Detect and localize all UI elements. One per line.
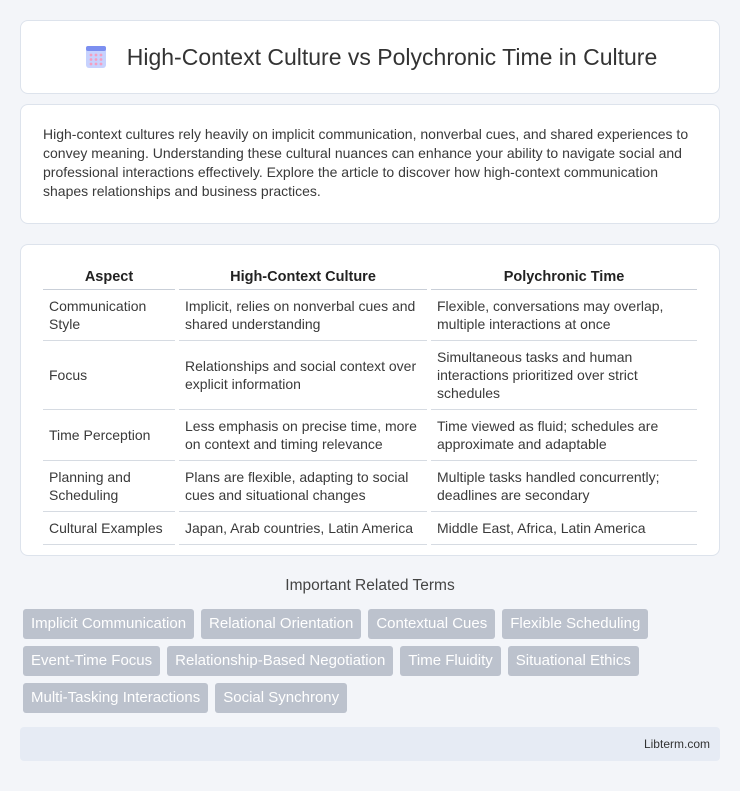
column-header-high-context: High-Context Culture <box>179 263 427 290</box>
table-cell: Simultaneous tasks and human interactions prioritized over strict schedules <box>431 341 697 410</box>
table-cell: Multiple tasks handled concurrently; deadlines are secondary <box>431 461 697 512</box>
title-wrap <box>83 44 657 71</box>
table-cell: Time viewed as fluid; schedules are approximate and adaptable <box>431 410 697 461</box>
table-cell: Implicit, relies on nonverbal cues and shared understanding <box>179 290 427 341</box>
related-term-tag[interactable]: Time Fluidity <box>400 646 500 676</box>
related-term-tag[interactable]: Relational Orientation <box>201 609 361 639</box>
related-term-tag[interactable]: Contextual Cues <box>368 609 495 639</box>
table-cell: Communication Style <box>43 290 175 341</box>
table-row <box>43 512 697 545</box>
intro-paragraph: High-context cultures rely heavily on implicit communication, nonverbal cues, and shared experiences to convey meaning. Understanding these cultural nuances can enhance your ability to navigate social and professional interactions effectively. Explore the article to discover how high-context communication shapes relationships and business practices. <box>43 126 689 199</box>
related-terms-list <box>23 609 723 713</box>
table-row <box>43 341 697 410</box>
table-cell: Less emphasis on precise time, more on context and timing relevance <box>179 410 427 461</box>
table-cell: Flexible, conversations may overlap, multiple interactions at once <box>431 290 697 341</box>
related-term-tag[interactable]: Situational Ethics <box>508 646 639 676</box>
table-row <box>43 461 697 512</box>
footer-bar <box>20 727 720 761</box>
table-cell: Japan, Arab countries, Latin America <box>179 512 427 545</box>
table-header-row <box>43 263 697 290</box>
header-card <box>20 20 720 94</box>
related-term-tag[interactable]: Event-Time Focus <box>23 646 160 676</box>
related-terms-heading: Important Related Terms <box>285 577 455 594</box>
related-term-tag[interactable]: Implicit Communication <box>23 609 194 639</box>
related-term-tag[interactable]: Social Synchrony <box>215 683 347 713</box>
table-cell: Time Perception <box>43 410 175 461</box>
table-cell: Planning and Scheduling <box>43 461 175 512</box>
table-cell: Focus <box>43 341 175 410</box>
column-header-polychronic: Polychronic Time <box>431 263 697 290</box>
column-header-aspect: Aspect <box>43 263 175 290</box>
document-list-icon <box>83 44 109 70</box>
related-term-tag[interactable]: Relationship-Based Negotiation <box>167 646 393 676</box>
table-cell: Plans are flexible, adapting to social cues and situational changes <box>179 461 427 512</box>
table-cell: Relationships and social context over explicit information <box>179 341 427 410</box>
table-cell: Cultural Examples <box>43 512 175 545</box>
comparison-table-card <box>20 244 720 556</box>
intro-card <box>20 104 720 224</box>
table-cell: Middle East, Africa, Latin America <box>431 512 697 545</box>
table-row <box>43 290 697 341</box>
page-title: High-Context Culture vs Polychronic Time in Culture <box>126 43 658 70</box>
table-row <box>43 410 697 461</box>
related-term-tag[interactable]: Flexible Scheduling <box>502 609 648 639</box>
footer-site-link[interactable]: Libterm.com <box>643 737 710 751</box>
comparison-table <box>39 263 701 545</box>
related-term-tag[interactable]: Multi-Tasking Interactions <box>23 683 208 713</box>
